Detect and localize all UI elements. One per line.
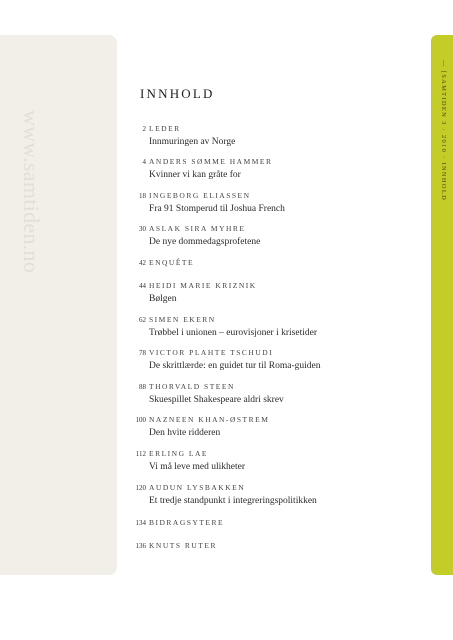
page-number: 30 xyxy=(139,225,146,233)
article-title: Vi må leve med ulikheter xyxy=(149,462,245,472)
page-number: 18 xyxy=(139,192,146,200)
article-title: Innmuringen av Norge xyxy=(149,137,236,147)
page-number: 134 xyxy=(135,519,146,527)
author-name: ANDERS SØMME HAMMER xyxy=(149,157,273,166)
author-name: LEDER xyxy=(149,124,181,133)
author-name: KNUTS RUTER xyxy=(149,541,217,550)
article-title: Kvinner vi kan gråte for xyxy=(149,170,241,180)
article-title: Den hvite ridderen xyxy=(149,428,221,438)
page-number: 112 xyxy=(135,450,146,458)
page-number: 136 xyxy=(135,542,146,550)
author-name: NAZNEEN KHAN-ØSTREM xyxy=(149,415,270,424)
author-name: HEIDI MARIE KRIZNIK xyxy=(149,281,257,290)
article-title: Bølgen xyxy=(149,294,177,304)
page-number: 44 xyxy=(139,282,146,290)
article-title: De nye dommedagsprofetene xyxy=(149,237,261,247)
author-name: AUDUN LYSBAKKEN xyxy=(149,483,246,492)
author-name: ERLING LAE xyxy=(149,449,208,458)
page-number: 88 xyxy=(139,383,146,391)
page-title: INNHOLD xyxy=(140,86,215,101)
page-number: 4 xyxy=(142,158,146,166)
section-tab-label: — [SAMTIDEN 3 · 2010 · INNHOLD xyxy=(440,60,447,202)
page-number: 120 xyxy=(135,484,146,492)
page-number: 100 xyxy=(135,416,146,424)
author-name: VICTOR PLAHTE TSCHUDI xyxy=(149,348,274,357)
author-name: INGEBORG ELIASSEN xyxy=(149,191,251,200)
author-name: THORVALD STEEN xyxy=(149,382,235,391)
page-number: 78 xyxy=(139,349,146,357)
author-name: SIMEN EKERN xyxy=(149,315,216,324)
page-number: 62 xyxy=(139,316,146,324)
page-number: 42 xyxy=(139,259,146,267)
author-name: BIDRAGSYTERE xyxy=(149,518,225,527)
author-name: ASLAK SIRA MYHRE xyxy=(149,224,246,233)
author-name: ENQUÊTE xyxy=(149,258,195,267)
article-title: Trøbbel i unionen – eurovisjoner i krisetider xyxy=(149,328,317,338)
article-title: Fra 91 Stomperud til Joshua French xyxy=(149,204,285,214)
article-title: De skrittlærde: en guidet tur til Roma-guiden xyxy=(149,361,321,371)
website-url: www.samtiden.no xyxy=(19,110,44,274)
page-number: 2 xyxy=(142,125,146,133)
article-title: Skuespillet Shakespeare aldri skrev xyxy=(149,395,284,405)
article-title: Et tredje standpunkt i integreringspolitikken xyxy=(149,496,317,506)
